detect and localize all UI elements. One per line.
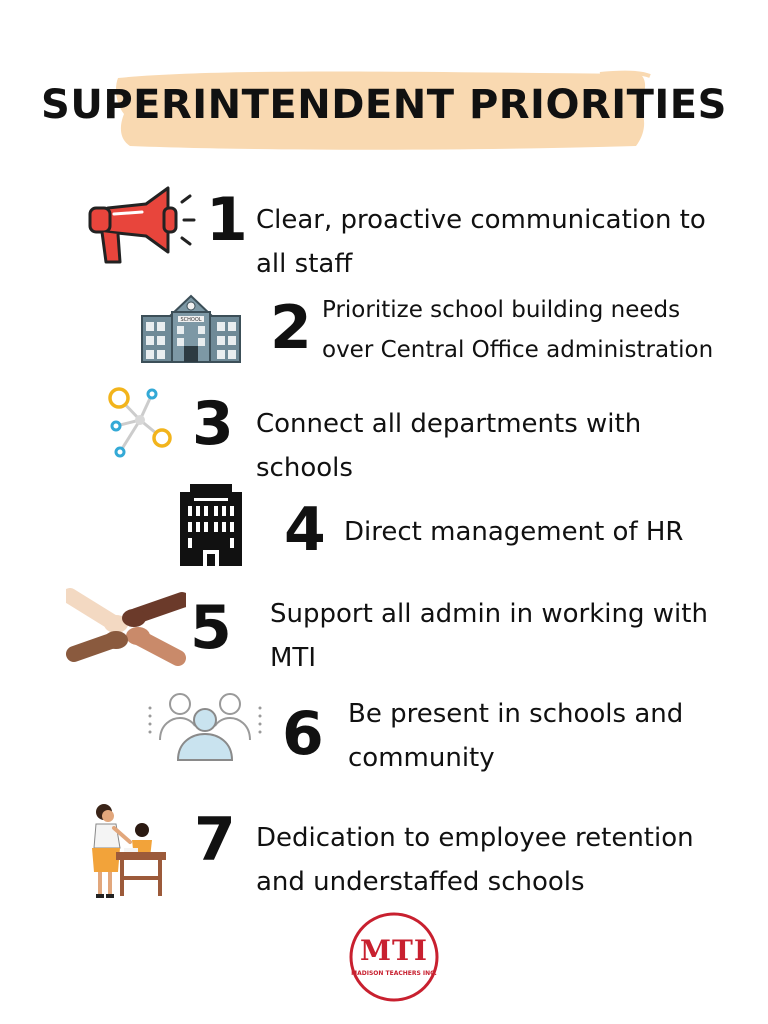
school-building-icon xyxy=(140,292,242,364)
priority-text-line: community xyxy=(348,743,495,773)
priority-text-line: all staff xyxy=(256,249,353,279)
office-building-icon xyxy=(180,484,242,566)
priority-text-7 xyxy=(256,816,694,904)
priority-text-line: schools xyxy=(256,453,353,483)
priority-text-1 xyxy=(256,198,706,286)
priority-number-7: 7 xyxy=(194,805,236,875)
page-title: SUPERINTENDENT PRIORITIES xyxy=(41,82,727,128)
logo-text: MTI xyxy=(360,934,428,967)
priority-text-line: Dedication to employee retention xyxy=(256,823,694,853)
priority-text-line: Be present in schools and xyxy=(348,699,684,729)
priority-text-6 xyxy=(348,692,683,780)
priority-text-line: Support all admin in working with xyxy=(270,599,708,629)
priority-text-2 xyxy=(322,290,713,370)
priority-text-3 xyxy=(256,402,641,490)
priority-text-4 xyxy=(344,510,684,554)
logo-subtitle: MADISON TEACHERS INC. xyxy=(351,970,437,977)
priority-text-line: Clear, proactive communication to xyxy=(256,205,706,235)
priority-text-line: Prioritize school building needs xyxy=(322,297,681,323)
priority-number-6: 6 xyxy=(282,699,324,769)
priority-text-line: over Central Office administration xyxy=(322,337,714,363)
priority-text-line: and understaffed schools xyxy=(256,867,585,897)
priority-text-line: MTI xyxy=(270,643,316,673)
priority-number-4: 4 xyxy=(284,495,326,565)
network-icon xyxy=(104,384,178,460)
title-banner xyxy=(0,60,768,160)
megaphone-icon xyxy=(86,186,196,266)
priority-text-line: Direct management of HR xyxy=(344,517,684,547)
priority-number-3: 3 xyxy=(192,389,234,459)
priority-text-line: Connect all departments with xyxy=(256,409,642,439)
priority-number-1: 1 xyxy=(206,185,248,255)
community-group-icon xyxy=(146,690,264,766)
mti-logo xyxy=(349,912,439,1002)
school-sign: SCHOOL xyxy=(180,317,202,323)
priority-text-5 xyxy=(270,592,708,680)
priority-number-5: 5 xyxy=(190,593,232,663)
teacher-student-icon xyxy=(86,802,170,900)
joined-hands-icon xyxy=(66,588,186,666)
priority-number-2: 2 xyxy=(270,293,312,363)
